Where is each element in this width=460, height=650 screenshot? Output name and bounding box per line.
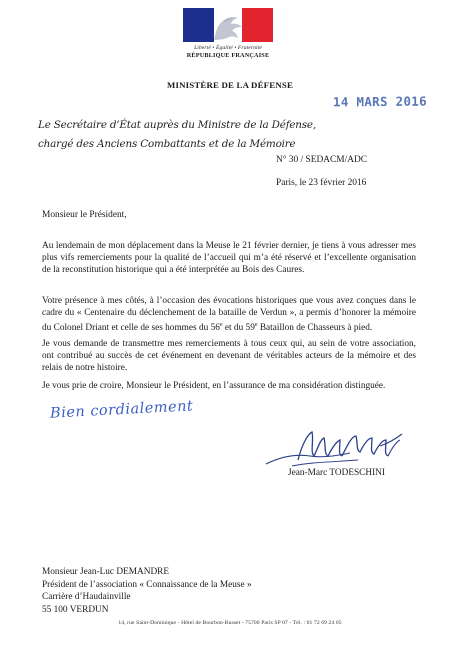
handwritten-note: Bien cordialement	[49, 398, 194, 422]
recipient-address	[42, 566, 252, 616]
marianne-logo	[183, 8, 273, 59]
letter-paragraph: Au lendemain de mon déplacement dans la Meuse le 21 février dernier, je tiens à vous adresser mes plus vifs remerciements pour la qualité de l’accueil qui m’a été réservé et l’excellente organisation de la reconstitution historique qui a été interprétée au Bois des Caures.	[42, 241, 416, 275]
recipient-line: Monsieur Jean-Luc DEMANDRE	[42, 567, 170, 577]
republic-name: RÉPUBLIQUE FRANÇAISE	[186, 52, 270, 59]
secretary-title-line: chargé des Anciens Combattants et de la Mémoire	[38, 138, 296, 150]
marianne-profile-icon	[208, 10, 248, 42]
republic-motto: Liberté • Égalité • Fraternité	[194, 45, 262, 51]
recipient-line: Président de l’association « Connaissance de la Meuse »	[42, 579, 252, 590]
footer-address: 14, rue Saint-Dominique - Hôtel de Bourbon-Busset - 75700 Paris SP 07 - Tél. : 01 72 69 24 05	[118, 620, 342, 626]
closing-formula: Je vous prie de croire, Monsieur le Président, en l’assurance de ma considération distinguée.	[42, 381, 386, 391]
recipient-line: 55 100 VERDUN	[42, 604, 109, 615]
letter-paragraph: Je vous demande de transmettre mes remerciements à tous ceux qui, au sein de votre association, ont contribué au succès de cet événement en devenant de véritables acteurs de la mémoire et des relais de notre histoire.	[42, 339, 416, 373]
ministry-title: MINISTÈRE DE LA DÉFENSE	[166, 80, 294, 90]
received-date-stamp: 14 MARS 2016	[332, 93, 427, 110]
signatory-name: Jean-Marc TODESCHINI	[288, 468, 385, 478]
recipient-line: Carrière d’Haudainville	[42, 592, 131, 602]
french-flag-icon	[183, 8, 273, 42]
letter-paragraph: Votre présence à mes côtés, à l’occasion des évocations historiques que vous avez conçues dans le cadre du « Centenaire du déclenchement de la bataille de Verdun », a permis d’honorer la mémoire du Colonel Driant et celle de ses hommes du 56e et du 59e Bataillon de Chasseurs à pied.	[42, 296, 416, 333]
salutation: Monsieur le Président,	[42, 210, 127, 220]
reference-number: N° 30 / SEDACM/ADC	[276, 155, 367, 165]
secretary-title	[38, 116, 316, 154]
place-date: Paris, le 23 février 2016	[276, 178, 367, 188]
secretary-title-line: Le Secrétaire d’État auprès du Ministre de la Défense,	[38, 119, 316, 131]
